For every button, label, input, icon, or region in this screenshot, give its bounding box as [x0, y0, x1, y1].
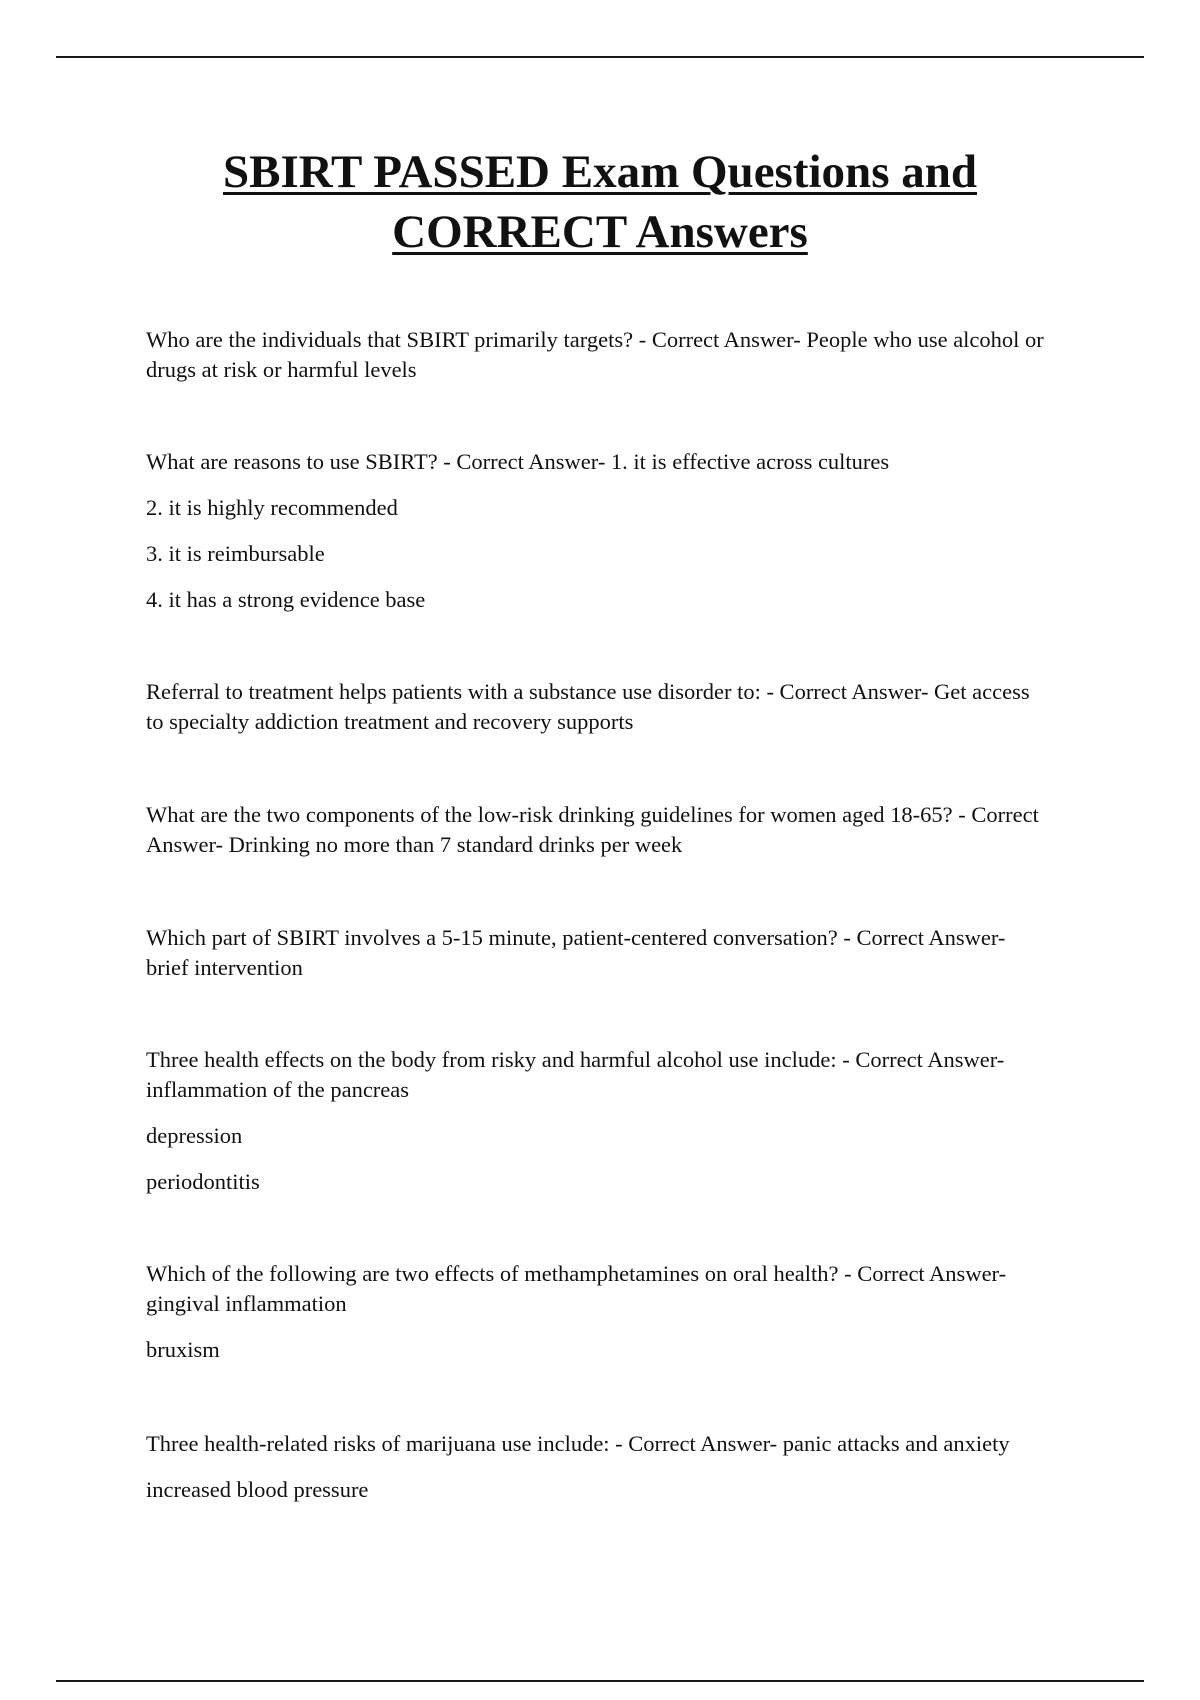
qa-item: [146, 1429, 1046, 1505]
document-title: [0, 142, 1200, 262]
qa-extra-line: periodontitis: [146, 1169, 260, 1194]
qa-text: Three health-related risks of marijuana use include: - Correct Answer- panic attacks and anxiety: [146, 1431, 1010, 1456]
qa-extra-line: 3. it is reimbursable: [146, 541, 325, 566]
qa-extra-line: 4. it has a strong evidence base: [146, 587, 426, 612]
qa-item: [146, 800, 1046, 860]
qa-text: Which of the following are two effects of methamphetamines on oral health? - Correct Answer- gingival inflammation: [146, 1261, 1007, 1316]
qa-text: Three health effects on the body from risky and harmful alcohol use include: - Correct Answer- inflammation of the pancreas: [146, 1047, 1005, 1102]
qa-text: Who are the individuals that SBIRT primarily targets? - Correct Answer- People who use alcohol or drugs at risk or harmful levels: [146, 327, 1044, 382]
qa-item: [146, 1259, 1046, 1365]
qa-text: Which part of SBIRT involves a 5-15 minute, patient-centered conversation? - Correct Answer- brief intervention: [146, 925, 1006, 980]
qa-extra-line: increased blood pressure: [146, 1477, 369, 1502]
qa-text: Referral to treatment helps patients with a substance use disorder to: - Correct Answer- Get access to specialty addiction treatment and recovery supports: [146, 679, 1030, 734]
qa-item: [146, 677, 1046, 737]
bottom-rule: [56, 1680, 1144, 1682]
qa-item: [146, 325, 1046, 385]
qa-item: [146, 447, 1046, 615]
qa-extra-line: bruxism: [146, 1337, 220, 1362]
qa-item: [146, 1045, 1046, 1197]
top-rule: [56, 56, 1144, 58]
title-line-1: SBIRT PASSED Exam Questions and: [222, 146, 978, 198]
qa-item: [146, 923, 1046, 983]
title-line-2: CORRECT Answers: [392, 206, 808, 258]
qa-list: [146, 325, 1046, 1505]
qa-extra-line: 2. it is highly recommended: [146, 495, 398, 520]
qa-extra-line: depression: [146, 1123, 243, 1148]
qa-text: What are reasons to use SBIRT? - Correct Answer- 1. it is effective across cultures: [146, 449, 890, 474]
qa-text: What are the two components of the low-risk drinking guidelines for women aged 18-65? - Correct Answer- Drinking no more than 7 standard drinks per week: [146, 802, 1039, 857]
